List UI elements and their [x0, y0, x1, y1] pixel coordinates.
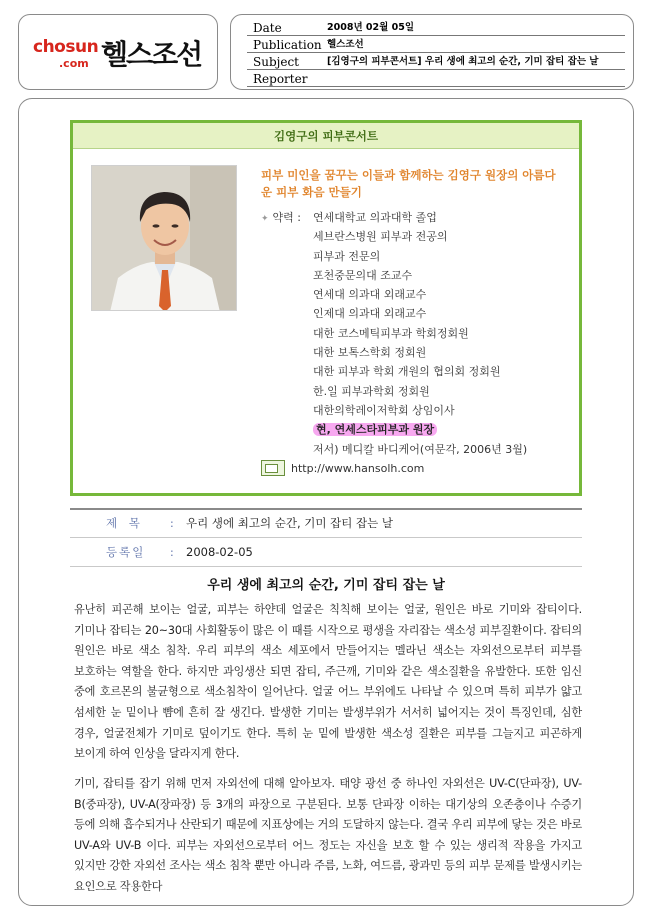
career-item: 저서) 메디칼 바디케어(여문각, 2006년 3월) [313, 442, 528, 456]
meta-publication-label: Publication [253, 38, 322, 52]
divider [70, 566, 582, 567]
career-item: 피부과 전문의 [313, 249, 381, 263]
author-photo [91, 165, 237, 311]
article-paragraph-2: 기미, 잡티를 잡기 위해 먼저 자외선에 대해 알아보자. 태양 광선 중 하나인 자외선은 UV-C(단파장), UV-B(중파장), UV-A(장파장) 등 3개의 파장으로 구분된다. 보통 단파장 이하는 대기상의 오존층이나 수증기 등에 의해 흡수되거나 산란되기 때문에 지표상에는 거의 도달하지 않는다. 결국 우리 피부에 닿는 것은 바로 UV-A와 UV-B 이다. 피부는 자외선으로부터 어느 정도는 자신을 보호 할 수 있는 생리적 작용을 가지고 있지만 강한 자외선 조사는 색소 침착 뿐만 아니라 주름, 노화, 여드름, 광과민 등의 피부 문제를 발생시키는 요인으로 작용한다 [74, 777, 582, 893]
career-item: 연세대 의과대 외래교수 [313, 288, 427, 302]
meta-reporter-row [247, 70, 625, 87]
meta-box [230, 14, 634, 90]
info-title-row [70, 508, 582, 538]
career-item: 현, 연세스타피부과 원장 [313, 421, 527, 440]
info-title-value: 우리 생에 최고의 순간, 기미 잡티 잡는 날 [186, 516, 393, 530]
career-item: 대한의학레이저학회 상임이사 [313, 403, 455, 417]
meta-subject-label: Subject [253, 55, 299, 69]
info-title-label: 제 목 [106, 516, 144, 530]
career-label: ✦ 약력 : [261, 211, 302, 224]
profile-body [79, 155, 573, 487]
career-list [313, 209, 527, 460]
meta-date-value: 2008년 02월 05일 [327, 22, 415, 33]
homepage-icon[interactable] [261, 460, 285, 476]
meta-subject-row [247, 53, 625, 70]
career-item: 대한 피부과 학회 개원의 협의회 정회원 [313, 365, 501, 379]
colon: : [170, 545, 174, 559]
profile-card [70, 120, 582, 496]
info-date-value: 2008-02-05 [186, 545, 253, 559]
profile-intro: 피부 미인을 꿈꾸는 이들과 함께하는 김영구 원장의 아름다운 피부 화음 만들기 [261, 168, 556, 199]
colon: : [170, 516, 174, 530]
career-item: 대한 코스메틱피부과 학회정회원 [313, 326, 469, 340]
author-portrait-image [92, 166, 237, 311]
info-date-label: 등록일 [106, 545, 146, 559]
homepage-link-row[interactable] [261, 460, 424, 476]
logo-section: 헬스조선 [101, 38, 202, 71]
homepage-url[interactable]: http://www.hansolh.com [291, 461, 425, 475]
meta-subject-value: [김영구의 피부콘서트] 우리 생에 최고의 순간, 기미 잡티 잡는 날 [327, 56, 599, 67]
profile-title: 김영구의 피부콘서트 [73, 123, 579, 149]
career-item: 포천중문의대 조교수 [313, 268, 413, 282]
career-item: 한.일 피부과학회 정회원 [313, 384, 430, 398]
bullet-icon: ✦ [261, 214, 269, 224]
meta-reporter-label: Reporter [253, 72, 308, 86]
info-date-row [70, 537, 582, 567]
article-paragraph-1: 유난히 피곤해 보이는 얼굴, 피부는 하얀데 얼굴은 칙칙해 보이는 얼굴, 원인은 바로 기미와 잡티이다. 기미나 잡티는 20~30대 사회활동이 많은 이 때를 시작으로 평생을 자리잡는 색소성 피부질환이다. 잡티의 원인은 바로 색소 침착. 우리 피부의 색소 세포에서 만들어지는 멜라닌 색소는 자외선으로부터 피부를 보호하는 역할을 한다. 하지만 과잉생산 되면 잡티, 주근깨, 기미와 같은 색소질환을 유발한다. 또한 임신 중에 호르몬의 불균형으로 색소침착이 일어난다. 얼굴 어느 부위에도 나타날 수 있으며 특히 피부가 얇고 섬세한 눈 밑이나 뺨에 흔히 잘 생긴다. 발생한 기미는 발생부위가 서서히 넓어지는 것이 특징인데, 심한 경우, 얼굴전체가 기미로 덮이기도 한다. 특히 눈 밑에 발생한 색소성 질환은 피부를 그늘지고 피곤하게 보이게 하여 인상을 달라지게 한다. [74, 603, 582, 761]
career-item: 인제대 의과대 외래교수 [313, 307, 427, 321]
meta-date-row [247, 19, 625, 36]
career-item: 세브란스병원 피부과 전공의 [313, 230, 448, 244]
logo-domain: .com [59, 57, 89, 70]
logo-box [18, 14, 218, 90]
meta-publication-row [247, 36, 625, 53]
article-title: 우리 생에 최고의 순간, 기미 잡티 잡는 날 [207, 578, 445, 593]
logo-chosun: chosun [33, 37, 99, 57]
meta-date-label: Date [253, 21, 282, 35]
career-item: 대한 보톡스학회 정회원 [313, 346, 427, 360]
meta-publication-value: 헬스조선 [327, 39, 364, 50]
career-item: 연세대학교 의과대학 졸업 [313, 211, 437, 224]
